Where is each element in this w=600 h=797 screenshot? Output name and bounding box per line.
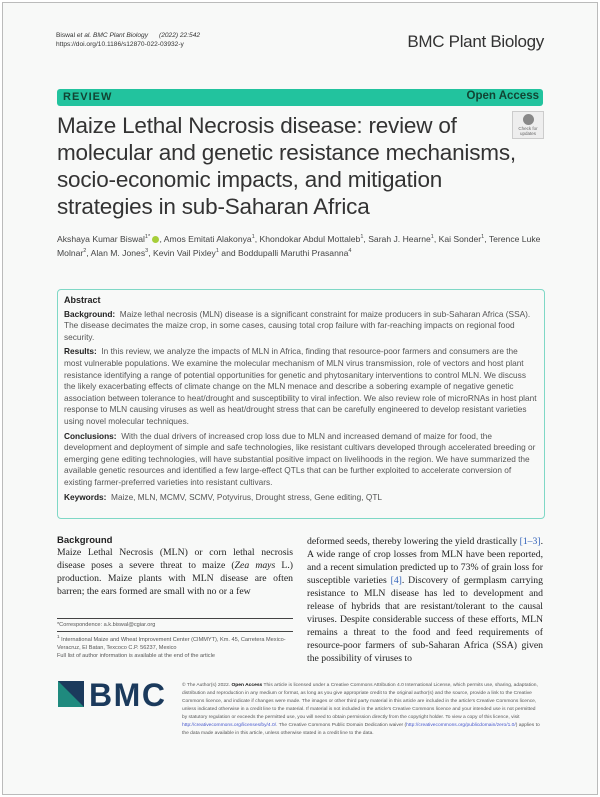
author-name[interactable]: Terence Luke Molnar	[57, 233, 541, 259]
check-for-updates-badge[interactable]: Check for updates	[512, 111, 544, 139]
author-list: Akshaya Kumar Biswal$^{1*}$ , Amos Emitati Alakonya$^1$, Khondokar Abdul Mottaleb$^1$, Sarah J. Hearne$^1$, Kai Sonder$^1$, Terence Luke Molnar$^2$, Alan M. Jones$^3$, Kevin Vail Pixley$^1$ and Boddupalli Maruthi Prasanna$^4$	[57, 233, 541, 259]
doi-link[interactable]: https://doi.org/10.1186/s12870-022-03932-y	[56, 41, 184, 48]
author-name[interactable]: Akshaya Kumar Biswal	[57, 233, 145, 244]
citation-link[interactable]: [4]	[390, 575, 402, 586]
author-affiliation: 1	[251, 234, 255, 240]
license-statement: © The Author(s) 2022. Open Access This article is licensed under a Creative Commons Attribution 4.0 International License, which permits use, sharing, adaptation, distribution and reproduction in any medium or format, as long as you give appropriate credit to the original author(s) and the source, provide a link to the Creative Commons licence, and indicate if changes were made. The images or other third party material in this article are included in the article's Creative Commons licence, unless indicated otherwise in a credit line to the material. If material is not included in the article's Creative Commons licence and your intended use is not permitted by statutory regulation or exceeds the permitted use, you will need to obtain permission directly from the copyright holder. To view a copy of this licence, visit http://creativecommons.org/licenses/by/4.0/. The Creative Commons Public Domain Dedication waiver (http://creativecommons.org/publicdomain/zero/1.0/) applies to the data made available in this article, unless otherwise stated in a credit line to the data.	[182, 683, 540, 736]
article-type-banner	[57, 89, 543, 106]
bmc-logo-icon	[58, 680, 168, 708]
bmc-logo	[58, 680, 168, 713]
check-updates-icon	[523, 114, 534, 125]
citation-link[interactable]: [1–3]	[519, 536, 541, 547]
body-left-column: Background Maize Lethal Necrosis (MLN) or corn lethal necrosis disease poses a severe threat to maize (Zea mays L.) production. Maize plants with MLN disease are often barren; the ears formed are small with no or a few	[57, 535, 293, 597]
cc-zero-link[interactable]: http://creativecommons.org/publicdomain/zero/1.0/	[406, 723, 516, 728]
abstract-results: Results: In this review, we analyze the impacts of MLN in Africa, finding that resource-poor farmers and consumers are the most vulnerable populations. We examine the molecular mechanism of MLN virus transmission, role of vectors and host plant resistance identifying a range of potential opportunities for genetic and phytosanitary interventions to control MLN. We discuss the likely exacerbating effects of climate change on the MLN menace and describe a sobering example of negative genetic association between tolerance to heat/drought and susceptibility to viral infection. We also review role of microRNAs in host plant response to MLN causing viruses as well as heat/drought stress that can be carefully engineered to develop resistant varieties using novel molecular techniques.	[64, 346, 537, 426]
cc-license-link[interactable]: http://creativecommons.org/licenses/by/4.0/	[182, 723, 277, 728]
author-name[interactable]: Sarah J. Hearne	[368, 233, 431, 244]
author-affiliation: 2	[83, 248, 87, 255]
author-affiliation: 1	[360, 234, 364, 240]
author-name[interactable]: Boddupalli Maruthi Prasanna	[238, 248, 349, 259]
article-title: Maize Lethal Necrosis disease: review of molecular and genetic resistance mechanisms, socio-economic impacts, and mitigation strategies in sub-Saharan Africa	[57, 113, 516, 219]
author-name[interactable]: Khondokar Abdul Mottaleb	[259, 233, 361, 244]
author-affiliation: 3	[145, 248, 149, 255]
footnote-divider	[57, 618, 293, 619]
author-affiliation: 1	[481, 234, 485, 240]
journal-name: BMC Plant Biology	[407, 32, 544, 51]
abstract-keywords: Keywords: Maize, MLN, MCMV, SCMV, Potyvirus, Drought stress, Gene editing, QTL	[64, 491, 383, 502]
section-heading: Background	[57, 535, 113, 546]
abstract-heading: Abstract	[64, 295, 101, 305]
abstract-background: Background: Maize lethal necrosis (MLN) disease is a significant constraint for maize producers in sub-Saharan Africa (SSA). The disease decimates the maize crop, in some cases, causing total crop failure with far-reaching impacts on regional food security.	[64, 308, 531, 342]
footnote-divider	[57, 631, 293, 632]
affiliation-note: $^1$ International Maize and Wheat Improvement Center (CIMMYT), Km. 45, Carretera Mexico-Veracruz, El Batan, Texcoco C.P. 56237, Mexico Full list of author information is available at the end of the article	[57, 634, 286, 659]
abstract-conclusions: Conclusions: With the dual drivers of increased crop loss due to MLN and increased demand of maize for food, the development and deployment of simple and safe technologies, like resistant cultivars developed through accelerated breeding or emerging gene editing technologies, will have substantial positive impact on livelihoods in the region. We have summarized the available genetic resources and identified a few large-effect QTLs that can be further exploited to accelerate conversion of existing farmer-preferred varieties into resistant cultivars.	[64, 430, 536, 487]
author-affiliation: 1*	[144, 234, 151, 240]
correspondence-note: *Correspondence: a.k.biswal@cgiar.org	[57, 622, 156, 628]
svg-text:BMC: BMC	[89, 680, 165, 708]
author-name[interactable]: Kevin Vail Pixley	[152, 248, 216, 259]
abstract-box	[57, 289, 545, 519]
citation-header: Biswal et al. BMC Plant Biology (2022) 22:542 https://doi.org/10.1186/s12870-022-03932-y	[56, 32, 201, 48]
open-access-label: Open Access	[466, 90, 539, 102]
author-affiliation: 4	[348, 248, 352, 255]
author-name[interactable]: Alan M. Jones	[90, 248, 146, 259]
author-affiliation: 1	[215, 248, 219, 255]
author-name[interactable]: Kai Sonder	[438, 233, 482, 244]
article-type: REVIEW	[63, 91, 113, 103]
body-right-column: deformed seeds, thereby lowering the yield drastically [1–3]. A wide range of crop losses from MLN have been reported, and a recent simulation predicted up to 73% of grain loss for susceptible varieties [4]. Discovery of germplasm carrying resistance to MLN disease has led to development and release of hybrids that are resistant/tolerant to the causal viruses. Despite considerable success of these efforts, MLN remains a threat to the food and feed requirements of resource-poor farmers of sub-Saharan Africa (SSA) given the possibility of viruses to	[307, 536, 543, 664]
author-affiliation: 1	[430, 234, 434, 240]
author-name[interactable]: Amos Emitati Alakonya	[163, 233, 252, 244]
